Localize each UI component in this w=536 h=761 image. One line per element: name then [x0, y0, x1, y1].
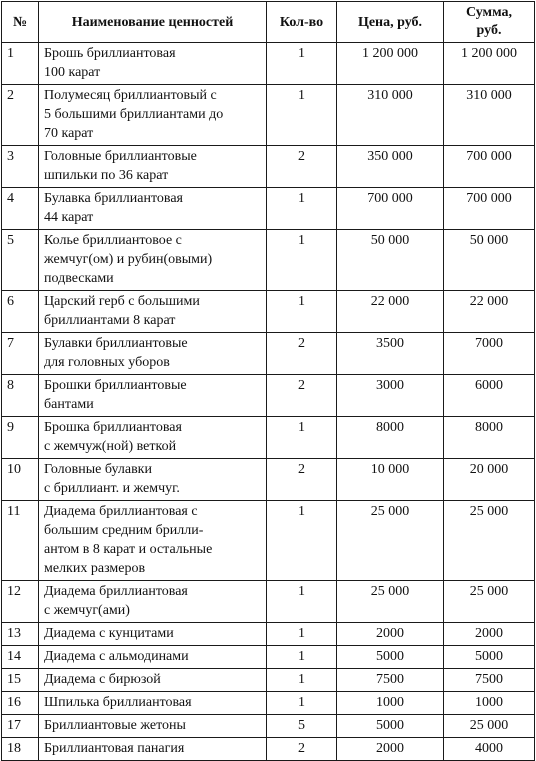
row-quantity: 1	[267, 646, 337, 669]
row-item-name: Диадема с кунцитами	[39, 623, 267, 646]
row-number: 5	[2, 230, 39, 291]
row-sum: 2000	[444, 623, 535, 646]
row-item-name: Головные бриллиантовые шпильки по 36 карат	[39, 146, 267, 188]
row-quantity: 2	[267, 146, 337, 188]
table-header	[2, 2, 535, 43]
row-sum: 1 200 000	[444, 43, 535, 85]
row-number: 6	[2, 291, 39, 333]
row-quantity: 1	[267, 692, 337, 715]
row-price: 700 000	[337, 188, 444, 230]
row-price: 1000	[337, 692, 444, 715]
row-quantity: 1	[267, 188, 337, 230]
row-number: 11	[2, 501, 39, 581]
row-quantity: 1	[267, 417, 337, 459]
row-item-name: Диадема бриллиантовая с жемчуг(ами)	[39, 581, 267, 623]
row-number: 14	[2, 646, 39, 669]
row-item-name: Булавки бриллиантовые для головных уборов	[39, 333, 267, 375]
row-item-name: Брошки бриллиантовые бантами	[39, 375, 267, 417]
row-quantity: 1	[267, 85, 337, 146]
row-item-name: Брошь бриллиантовая 100 карат	[39, 43, 267, 85]
row-item-name: Брошка бриллиантовая с жемчуж(ной) веткой	[39, 417, 267, 459]
row-quantity: 5	[267, 715, 337, 738]
row-number: 7	[2, 333, 39, 375]
row-price: 2000	[337, 623, 444, 646]
row-number: 15	[2, 669, 39, 692]
row-number: 10	[2, 459, 39, 501]
row-price: 8000	[337, 417, 444, 459]
row-number: 3	[2, 146, 39, 188]
row-item-name: Шпилька бриллиантовая	[39, 692, 267, 715]
row-quantity: 1	[267, 581, 337, 623]
row-item-name: Бриллиантовые жетоны	[39, 715, 267, 738]
header-sum: Сумма, руб.	[444, 2, 535, 43]
row-price: 5000	[337, 715, 444, 738]
row-price: 310 000	[337, 85, 444, 146]
row-number: 16	[2, 692, 39, 715]
row-price: 25 000	[337, 581, 444, 623]
table-row	[2, 146, 535, 188]
table-row	[2, 417, 535, 459]
table-row	[2, 646, 535, 669]
table-row	[2, 738, 535, 761]
row-sum: 25 000	[444, 501, 535, 581]
table-row	[2, 291, 535, 333]
row-price: 50 000	[337, 230, 444, 291]
row-sum: 6000	[444, 375, 535, 417]
row-sum: 20 000	[444, 459, 535, 501]
table-row	[2, 43, 535, 85]
row-price: 1 200 000	[337, 43, 444, 85]
row-sum: 25 000	[444, 715, 535, 738]
table-row	[2, 501, 535, 581]
table-row	[2, 375, 535, 417]
table-body	[2, 43, 535, 761]
row-number: 2	[2, 85, 39, 146]
row-price: 5000	[337, 646, 444, 669]
table-row	[2, 692, 535, 715]
table-row	[2, 188, 535, 230]
row-number: 8	[2, 375, 39, 417]
row-item-name: Булавка бриллиантовая 44 карат	[39, 188, 267, 230]
row-item-name: Диадема с бирюзой	[39, 669, 267, 692]
table-row	[2, 230, 535, 291]
row-number: 9	[2, 417, 39, 459]
row-quantity: 1	[267, 291, 337, 333]
row-sum: 700 000	[444, 188, 535, 230]
row-item-name: Головные булавки с бриллиант. и жемчуг.	[39, 459, 267, 501]
row-sum: 310 000	[444, 85, 535, 146]
table-row	[2, 623, 535, 646]
row-price: 3500	[337, 333, 444, 375]
row-item-name: Царский герб с большими бриллиантами 8 карат	[39, 291, 267, 333]
table-row	[2, 333, 535, 375]
header-price: Цена, руб.	[337, 2, 444, 43]
row-item-name: Колье бриллиантовое с жемчуг(ом) и рубин(овыми) подвесками	[39, 230, 267, 291]
row-number: 17	[2, 715, 39, 738]
row-quantity: 1	[267, 230, 337, 291]
row-sum: 25 000	[444, 581, 535, 623]
row-item-name: Диадема бриллиантовая с большим средним брилли- антом в 8 карат и остальные мелких размеров	[39, 501, 267, 581]
row-sum: 7000	[444, 333, 535, 375]
table-row	[2, 715, 535, 738]
table-row	[2, 459, 535, 501]
row-number: 18	[2, 738, 39, 761]
row-sum: 7500	[444, 669, 535, 692]
header-qty: Кол-во	[267, 2, 337, 43]
row-price: 25 000	[337, 501, 444, 581]
row-price: 7500	[337, 669, 444, 692]
row-quantity: 1	[267, 43, 337, 85]
row-item-name: Бриллиантовая панагия	[39, 738, 267, 761]
row-quantity: 1	[267, 623, 337, 646]
row-number: 4	[2, 188, 39, 230]
row-sum: 5000	[444, 646, 535, 669]
valuables-table	[1, 1, 535, 761]
row-sum: 1000	[444, 692, 535, 715]
table-row	[2, 669, 535, 692]
row-price: 22 000	[337, 291, 444, 333]
row-quantity: 2	[267, 459, 337, 501]
row-price: 350 000	[337, 146, 444, 188]
table-row	[2, 581, 535, 623]
row-sum: 50 000	[444, 230, 535, 291]
row-quantity: 1	[267, 501, 337, 581]
row-sum: 8000	[444, 417, 535, 459]
row-quantity: 2	[267, 333, 337, 375]
table-row	[2, 85, 535, 146]
row-price: 2000	[337, 738, 444, 761]
header-row	[2, 2, 535, 43]
row-item-name: Диадема с альмодинами	[39, 646, 267, 669]
row-price: 3000	[337, 375, 444, 417]
header-name: Наименование ценностей	[39, 2, 267, 43]
row-item-name: Полумесяц бриллиантовый с 5 большими бриллиантами до 70 карат	[39, 85, 267, 146]
row-sum: 22 000	[444, 291, 535, 333]
row-quantity: 2	[267, 375, 337, 417]
row-quantity: 2	[267, 738, 337, 761]
row-price: 10 000	[337, 459, 444, 501]
row-number: 1	[2, 43, 39, 85]
row-number: 13	[2, 623, 39, 646]
row-quantity: 1	[267, 669, 337, 692]
row-sum: 700 000	[444, 146, 535, 188]
row-number: 12	[2, 581, 39, 623]
row-sum: 4000	[444, 738, 535, 761]
header-num: №	[2, 2, 39, 43]
